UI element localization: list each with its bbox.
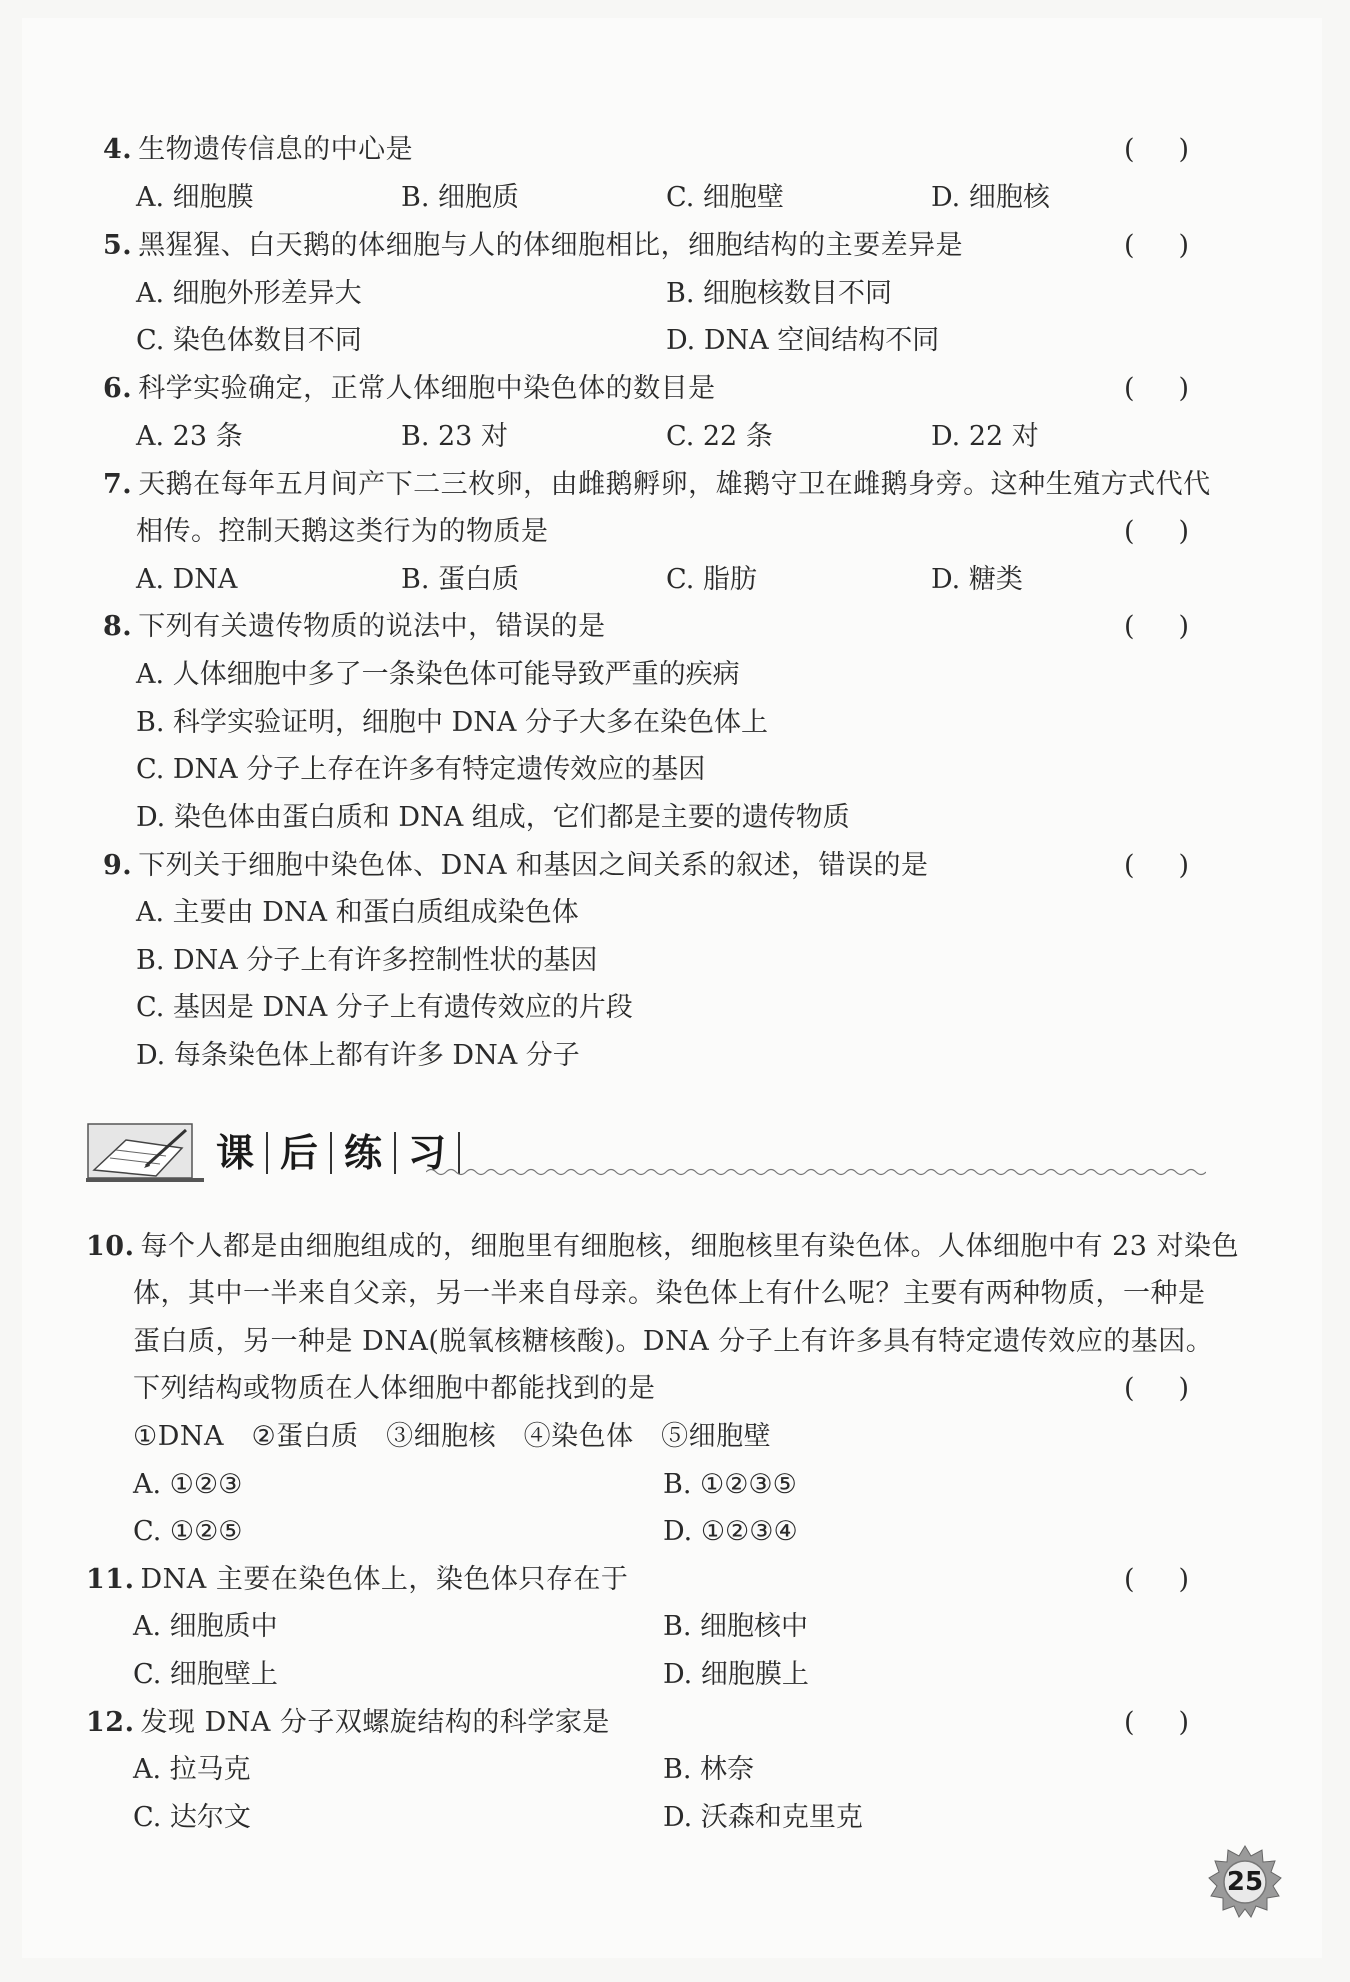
option-c: C. 细胞壁上: [133, 1659, 278, 1690]
section-title-char: 课: [204, 1132, 268, 1174]
option-a: A. 人体细胞中多了一条染色体可能导致严重的疾病: [136, 659, 740, 690]
option-b: B. 细胞核中: [663, 1611, 809, 1642]
question-number: 5.: [103, 230, 133, 261]
question-text-line2: 相传。控制天鹅这类行为的物质是: [136, 516, 549, 547]
option-c: C. 细胞壁: [666, 182, 784, 213]
question-text-line1: 每个人都是由细胞组成的，细胞里有细胞核，细胞核里有染色体。人体细胞中有 23 对染色: [140, 1231, 1240, 1262]
question-number: 9.: [103, 850, 133, 881]
question-8: [103, 609, 606, 645]
page-number: 25: [1226, 1867, 1264, 1897]
question-text: 生物遗传信息的中心是: [138, 134, 414, 165]
option-c: C. 22 条: [666, 421, 773, 452]
option-d: D. 每条染色体上都有许多 DNA 分子: [136, 1040, 580, 1071]
answer-bracket: (): [1124, 1564, 1234, 1595]
question-6: [103, 371, 716, 407]
section-title-char: 习: [396, 1132, 460, 1174]
answer-bracket: (): [1124, 611, 1234, 642]
answer-bracket: (): [1124, 1373, 1234, 1404]
question-text: 发现 DNA 分子双螺旋结构的科学家是: [140, 1707, 610, 1738]
option-b: B. 23 对: [401, 421, 508, 452]
wavy-divider: [426, 1166, 1206, 1178]
option-c: C. DNA 分子上存在许多有特定遗传效应的基因: [136, 754, 706, 785]
question-items: ①DNA ②蛋白质 ③细胞核 ④染色体 ⑤细胞壁: [133, 1421, 772, 1452]
option-c: C. 染色体数目不同: [136, 325, 362, 356]
question-number: 6.: [103, 373, 133, 404]
option-a: A. 细胞外形差异大: [136, 278, 362, 309]
option-c: C. 基因是 DNA 分子上有遗传效应的片段: [136, 992, 633, 1023]
question-12: [86, 1705, 610, 1741]
option-a: A. 主要由 DNA 和蛋白质组成染色体: [136, 897, 579, 928]
option-d: D. 细胞膜上: [663, 1659, 809, 1690]
option-d: D. 糖类: [931, 564, 1023, 595]
option-c: C. ①②⑤: [133, 1516, 243, 1547]
section-title-char: 后: [268, 1132, 332, 1174]
answer-bracket: (): [1124, 516, 1234, 547]
question-5: [103, 228, 963, 264]
answer-bracket: (): [1124, 850, 1234, 881]
option-d: D. DNA 空间结构不同: [666, 325, 940, 356]
section-title-char: 练: [332, 1132, 396, 1174]
option-a: A. 细胞质中: [133, 1611, 278, 1642]
answer-bracket: (): [1124, 134, 1234, 165]
question-text: 下列有关遗传物质的说法中，错误的是: [138, 611, 606, 642]
question-9: [103, 848, 929, 884]
option-a: A. 细胞膜: [136, 182, 254, 213]
question-number: 8.: [103, 611, 133, 642]
option-c: C. 脂肪: [666, 564, 757, 595]
option-d: D. 沃森和克里克: [663, 1802, 863, 1833]
question-text-line2: 体，其中一半来自父亲，另一半来自母亲。染色体上有什么呢？主要有两种物质，一种是: [133, 1278, 1206, 1309]
option-d: D. ①②③④: [663, 1516, 798, 1547]
option-b: B. 林奈: [663, 1754, 755, 1785]
option-c: C. 达尔文: [133, 1802, 251, 1833]
option-b: B. ①②③⑤: [663, 1469, 797, 1500]
question-text-line4: 下列结构或物质在人体细胞中都能找到的是: [133, 1373, 656, 1404]
question-number: 11.: [86, 1564, 135, 1595]
question-text: 科学实验确定，正常人体细胞中染色体的数目是: [138, 373, 716, 404]
answer-bracket: (): [1124, 230, 1234, 261]
option-b: B. 细胞质: [401, 182, 520, 213]
option-a: A. DNA: [136, 564, 238, 595]
answer-bracket: (): [1124, 373, 1234, 404]
question-text: DNA 主要在染色体上，染色体只存在于: [140, 1564, 629, 1595]
option-a: A. 23 条: [136, 421, 243, 452]
option-d: D. 细胞核: [931, 182, 1050, 213]
question-7: [103, 467, 1211, 503]
option-a: A. 拉马克: [133, 1754, 251, 1785]
question-4: [103, 132, 413, 168]
question-number: 12.: [86, 1707, 135, 1738]
option-b: B. 蛋白质: [401, 564, 520, 595]
option-d: D. 染色体由蛋白质和 DNA 组成，它们都是主要的遗传物质: [136, 802, 850, 833]
question-text: 黑猩猩、白天鹅的体细胞与人的体细胞相比，细胞结构的主要差异是: [138, 230, 964, 261]
notebook-pen-icon: [86, 1120, 204, 1182]
question-text: 下列关于细胞中染色体、DNA 和基因之间关系的叙述，错误的是: [138, 850, 929, 881]
question-text-line1: 天鹅在每年五月间产下二三枚卵，由雌鹅孵卵，雄鹅守卫在雌鹅身旁。这种生殖方式代代: [138, 469, 1211, 500]
question-10: [86, 1229, 1239, 1265]
section-title: [204, 1128, 460, 1178]
page-number-badge: [1207, 1844, 1283, 1920]
question-11: [86, 1562, 628, 1598]
option-b: B. 细胞核数目不同: [666, 278, 893, 309]
question-number: 4.: [103, 134, 133, 165]
option-a: A. ①②③: [133, 1469, 243, 1500]
option-b: B. 科学实验证明，细胞中 DNA 分子大多在染色体上: [136, 707, 768, 738]
section-header: [86, 1120, 1206, 1184]
option-d: D. 22 对: [931, 421, 1039, 452]
option-b: B. DNA 分子上有许多控制性状的基因: [136, 945, 598, 976]
question-number: 10.: [86, 1231, 135, 1262]
answer-bracket: (): [1124, 1707, 1234, 1738]
question-text-line3: 蛋白质，另一种是 DNA(脱氧核糖核酸)。DNA 分子上有许多具有特定遗传效应的基因。: [133, 1326, 1214, 1357]
question-number: 7.: [103, 469, 133, 500]
